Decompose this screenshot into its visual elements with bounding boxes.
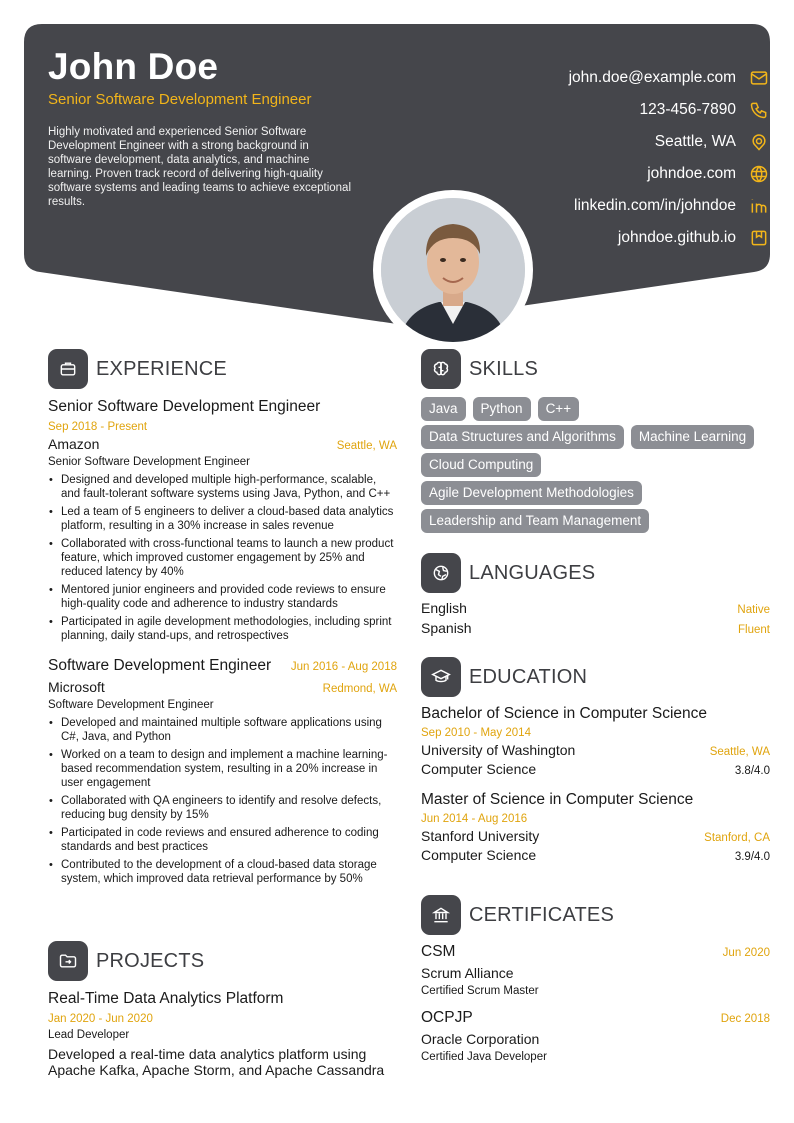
achievement-list [48, 473, 397, 643]
language-name: Spanish [421, 620, 472, 636]
candidate-job-title: Senior Software Development Engineer [48, 91, 312, 108]
company-location: Seattle, WA [336, 440, 397, 452]
projects-heading: PROJECTS [96, 949, 205, 972]
company-name: Amazon [48, 436, 100, 452]
achievement-item: • Led a team of 5 engineers to deliver a cloud-based data analytics platform, resulting in a 30% increase in sales revenue [48, 505, 397, 533]
project-name: Real-Time Data Analytics Platform [48, 990, 284, 1007]
degree-title: Bachelor of Science in Computer Science [421, 705, 708, 722]
position-role: Software Development Engineer [48, 699, 214, 711]
field-of-study: Computer Science [421, 847, 537, 863]
achievement-item: • Participated in agile development methodologies, including sprint planning, daily stand-ups, and retrospectives [48, 615, 397, 643]
achievement-item: • Designed and developed multiple high-performance, scalable, and fault-tolerant software systems using Java, Python, and C++ [48, 473, 397, 501]
skill-tag: Machine Learning [631, 425, 754, 449]
language-name: English [421, 600, 467, 616]
school-location: Seattle, WA [709, 746, 770, 758]
contact-phone-text[interactable]: 123-456-7890 [639, 101, 736, 118]
certificates-heading: CERTIFICATES [469, 903, 615, 926]
contact-email-text[interactable]: john.doe@example.com [568, 69, 736, 86]
folder-icon [48, 941, 88, 981]
certificate-full-name: Certified Scrum Master [421, 985, 539, 997]
education-section [421, 657, 770, 863]
contact-phone[interactable] [440, 94, 770, 126]
position-dates: Sep 2018 - Present [48, 421, 148, 433]
skills-heading: SKILLS [469, 357, 539, 380]
degree-title: Master of Science in Computer Science [421, 791, 694, 808]
language-globe-icon [421, 553, 461, 593]
candidate-name: John Doe [48, 46, 219, 87]
certificate-name: CSM [421, 943, 456, 960]
project-description: Developed a real-time data analytics platform using Apache Kafka, Apache Storm, and Apache Cassandra [48, 1046, 385, 1078]
certificate-issuer: Oracle Corporation [421, 1031, 540, 1047]
certificate-date: Jun 2020 [722, 947, 770, 959]
company-location: Redmond, WA [322, 683, 397, 695]
skill-tag: Python [473, 397, 531, 421]
skill-tag: Leadership and Team Management [421, 509, 649, 533]
education-heading: EDUCATION [469, 665, 588, 688]
language-item [421, 620, 770, 640]
achievement-item: • Contributed to the development of a cloud-based data storage system, which improved data retrieval performance by 50% [48, 858, 397, 886]
project-entry [48, 990, 397, 1078]
skill-tag: Cloud Computing [421, 453, 541, 477]
language-level: Fluent [738, 624, 770, 636]
position-dates: Jun 2016 - Aug 2018 [290, 661, 397, 673]
contact-website-text[interactable]: johndoe.com [647, 165, 736, 182]
linkedin-icon [748, 195, 770, 217]
profile-photo [381, 198, 525, 342]
degree-dates: Jun 2014 - Aug 2016 [421, 813, 528, 825]
brain-icon [421, 349, 461, 389]
achievement-item: • Developed and maintained multiple software applications using C#, Java, and Python [48, 716, 397, 744]
languages-section [421, 553, 770, 640]
school-location: Stanford, CA [704, 832, 770, 844]
achievement-list [48, 716, 397, 886]
company-name: Microsoft [48, 679, 105, 695]
certificate-issuer: Scrum Alliance [421, 965, 514, 981]
profile-summary: Highly motivated and experienced Senior Software Development Engineer with a strong background in software development, data analytics, and machine learning. Proven track record of delivering high-quality software systems and leading teams to achieve exceptional results. [48, 126, 351, 208]
contact-github-text[interactable]: johndoe.github.io [617, 229, 736, 246]
education-entry [421, 791, 770, 863]
language-item [421, 600, 770, 620]
experience-entry [48, 657, 397, 886]
certificate-entry [421, 943, 770, 997]
experience-section [48, 349, 397, 890]
field-of-study: Computer Science [421, 761, 537, 777]
languages-heading: LANGUAGES [469, 561, 596, 584]
experience-heading: EXPERIENCE [96, 357, 227, 380]
achievement-item: • Participated in code reviews and ensured adherence to coding standards and best practices [48, 826, 397, 854]
achievement-item: • Mentored junior engineers and provided code reviews to ensure high-quality code and adherence to industry standards [48, 583, 397, 611]
projects-section [48, 941, 397, 1078]
globe-icon [748, 163, 770, 185]
degree-dates: Sep 2010 - May 2014 [421, 727, 531, 739]
briefcase-icon [48, 349, 88, 389]
skill-tag: Java [421, 397, 466, 421]
experience-entry [48, 398, 397, 643]
achievement-item: • Collaborated with cross-functional teams to launch a new product feature, which improved customer engagement by 25% and reduced latency by 40% [48, 537, 397, 579]
skill-tags [421, 397, 773, 537]
achievement-item: • Collaborated with QA engineers to identify and resolve defects, reducing bug density by 15% [48, 794, 397, 822]
certificate-entry [421, 1009, 770, 1063]
position-role: Senior Software Development Engineer [48, 456, 251, 468]
language-level: Native [737, 604, 770, 616]
contact-website[interactable] [440, 158, 770, 190]
institution-icon [421, 895, 461, 935]
project-dates: Jan 2020 - Jun 2020 [48, 1013, 153, 1025]
position-title: Software Development Engineer [48, 657, 272, 674]
achievement-item: • Worked on a team to design and implement a machine learning-based recommendation system, resulting in a 20% increase in user engagement [48, 748, 397, 790]
skill-tag: C++ [538, 397, 580, 421]
contact-location-text: Seattle, WA [654, 133, 736, 150]
position-title: Senior Software Development Engineer [48, 398, 321, 415]
bookmark-icon [748, 227, 770, 249]
contact-linkedin-text[interactable]: linkedin.com/in/johndoe [574, 197, 736, 214]
gpa: 3.9/4.0 [734, 851, 770, 863]
gpa: 3.8/4.0 [734, 765, 770, 777]
mail-icon [748, 67, 770, 89]
certificate-full-name: Certified Java Developer [421, 1051, 547, 1063]
location-pin-icon [748, 131, 770, 153]
contact-email[interactable] [440, 62, 770, 94]
contact-location [440, 126, 770, 158]
education-entry [421, 705, 770, 777]
project-role: Lead Developer [48, 1029, 130, 1041]
skill-tag: Data Structures and Algorithms [421, 425, 624, 449]
school-name: Stanford University [421, 828, 540, 844]
skills-section [421, 349, 773, 537]
certificates-section [421, 895, 770, 1063]
skill-tag: Agile Development Methodologies [421, 481, 642, 505]
phone-icon [748, 99, 770, 121]
certificate-date: Dec 2018 [720, 1013, 770, 1025]
certificate-name: OCPJP [421, 1009, 473, 1026]
school-name: University of Washington [421, 742, 576, 758]
graduation-cap-icon [421, 657, 461, 697]
